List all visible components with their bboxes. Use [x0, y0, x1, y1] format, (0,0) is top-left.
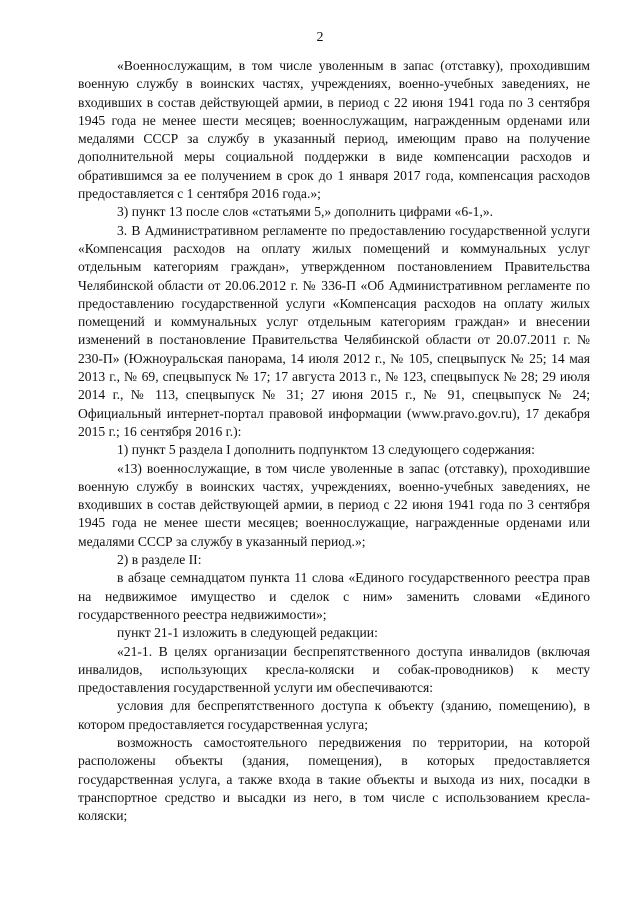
- paragraph: 2) в разделе II:: [117, 552, 202, 568]
- paragraph: 1) пункт 5 раздела I дополнить подпунктом 13 следующего содержания:: [117, 442, 535, 458]
- document-body: [78, 57, 590, 825]
- paragraph: 3. В Административном регламенте по предоставлению государственной услуги «Компенсация расходов на оплату жилых помещений и коммунальных услуг отдельным категориям граждан», утвержденном постановлением Правительства Челябинской области от 20.06.2012 г. № 336-П «Об Административном регламенте по предоставлению государственной услуги «Компенсация расходов на оплату жилых помещений и коммунальных услуг отдельным категориям граждан» и внесении изменений в постановление Правительства Челябинской области от 20.07.2011 г. № 230-П» (Южноуральская панорама, 14 июля 2012 г., № 105, спецвыпуск № 25; 14 мая 2013 г., № 69, спецвыпуск № 17; 17 августа 2013 г., № 123, спецвыпуск № 28; 29 июля 2014 г., № 113, спецвыпуск № 31; 27 июня 2015 г., № 91, спецвыпуск № 24; Официальный интернет-портал правовой информации (www.pravo.gov.ru), 17 декабря 2015 г.; 16 сентября 2016 г.):: [78, 222, 590, 439]
- page-number: 2: [316, 30, 324, 45]
- paragraph: возможность самостоятельного передвижения по территории, на которой расположены объекты (здания, помещения), в которых предоставляется государственная услуга, а также входа в такие объекты и выхода из них, посадки в транспортное средство и высадки из него, в том числе с использованием кресла-коляски;: [78, 734, 590, 824]
- paragraph: в абзаце семнадцатом пункта 11 слова «Единого государственного реестра прав на недвижимое имущество и сделок с ним» заменить словами «Единого государственного реестра недвижимости»;: [78, 570, 590, 622]
- paragraph: «Военнослужащим, в том числе уволенным в запас (отставку), проходившим военную службу в воинских частях, учреждениях, военно-учебных заведениях, не входивших в состав действующей армии, в период с 22 июня 1941 года по 3 сентября 1945 года не менее шести месяцев; военнослужащим, награжденным орденами или медалями СССР за службу в указанный период, имеющим право на получение дополнительной меры социальной поддержки в виде компенсации расходов и обратившимся за ее получением в срок до 1 января 2017 года, компенсация расходов предоставляется с 1 сентября 2016 года.»;: [78, 58, 590, 202]
- paragraph: «13) военнослужащие, в том числе уволенные в запас (отставку), проходившие военную службу в воинских частях, учреждениях, военно-учебных заведениях, не входивших в состав действующей армии, в период с 22 июня 1941 года по 3 сентября 1945 года не менее шести месяцев; военнослужащие, награжденные орденами или медалями СССР за службу в указанный период.»;: [78, 460, 590, 549]
- paragraph: условия для беспрепятственного доступа к объекту (зданию, помещению), в котором предоставляется государственная услуга;: [78, 698, 590, 732]
- paragraph: «21-1. В целях организации беспрепятственного доступа инвалидов (включая инвалидов, использующих кресла-коляски и собак-проводников) к месту предоставления государственной услуги им обеспечиваются:: [78, 643, 590, 696]
- paragraph: пункт 21-1 изложить в следующей редакции:: [117, 625, 378, 641]
- paragraph: 3) пункт 13 после слов «статьями 5,» дополнить цифрами «6-1,».: [117, 204, 494, 220]
